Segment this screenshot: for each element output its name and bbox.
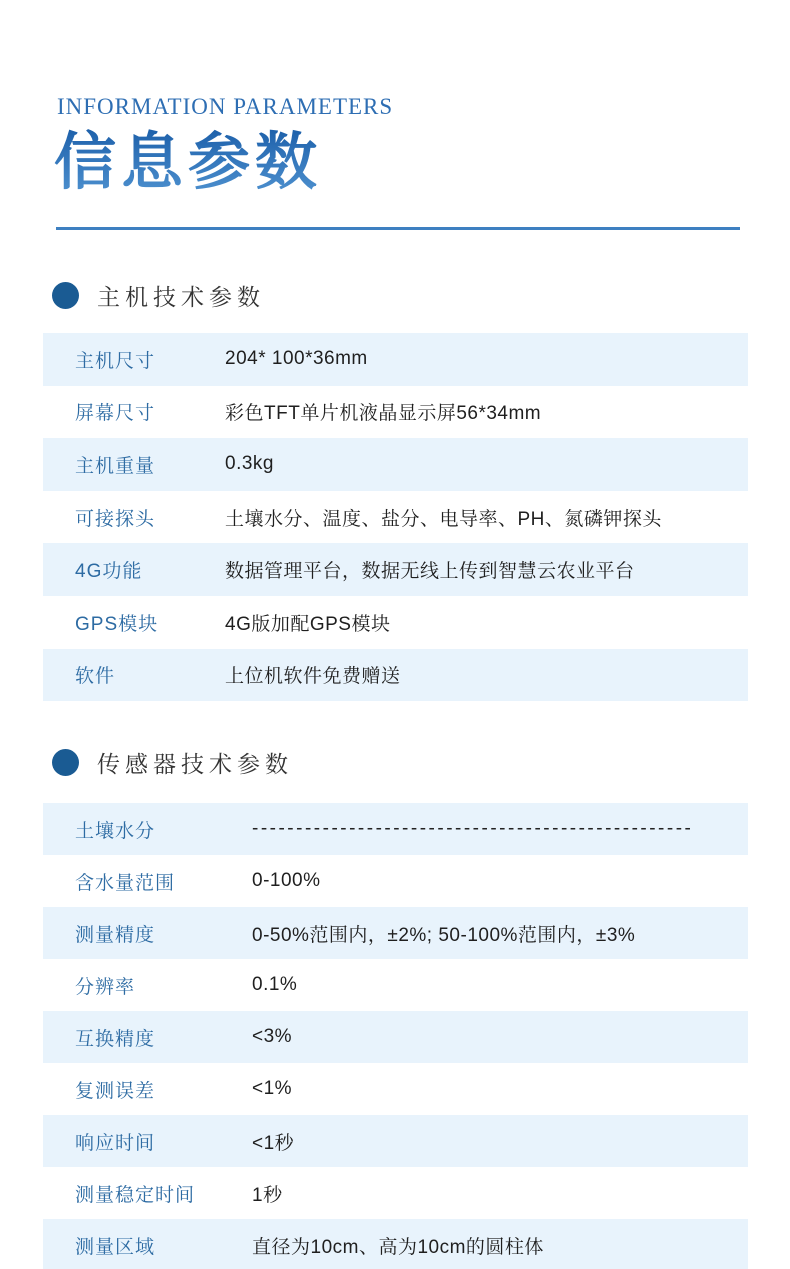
table-row xyxy=(43,803,748,855)
spec-value: <1% xyxy=(252,1078,293,1099)
spec-label: 4G功能 xyxy=(75,561,143,583)
table-row xyxy=(43,907,748,959)
table-row xyxy=(43,1063,748,1115)
section-header-sensor xyxy=(52,746,293,778)
spec-label: GPS模块 xyxy=(75,613,159,635)
spec-value: 4G版加配GPS模块 xyxy=(225,613,391,635)
spec-label: 主机尺寸 xyxy=(75,350,156,372)
section-title: 传感器技术参数 xyxy=(97,750,293,777)
spec-value: -------------------------------------------------- xyxy=(252,818,694,839)
spec-label: 屏幕尺寸 xyxy=(75,403,156,425)
section-bullet-icon xyxy=(52,282,79,309)
spec-value: 0.1% xyxy=(252,974,298,995)
title-divider-line xyxy=(56,227,740,230)
spec-value: 0-50%范围内，±2%; 50-100%范围内，±3% xyxy=(252,924,636,946)
spec-label: 测量精度 xyxy=(75,924,156,946)
spec-label: 软件 xyxy=(75,666,116,688)
section-header-host xyxy=(52,279,265,311)
subtitle-english: INFORMATION PARAMETERS xyxy=(57,94,394,119)
spec-label: 土壤水分 xyxy=(75,820,156,842)
spec-value: 彩色TFT单片机液晶显示屏56*34mm xyxy=(225,403,542,425)
spec-value: <3% xyxy=(252,1026,293,1047)
spec-label: 可接探头 xyxy=(75,508,156,530)
spec-value: 1秒 xyxy=(252,1184,283,1206)
table-row xyxy=(43,649,748,701)
table-row xyxy=(43,596,748,649)
spec-table-host xyxy=(43,333,748,701)
spec-label: 含水量范围 xyxy=(75,872,176,894)
spec-label: 复测误差 xyxy=(75,1080,156,1102)
spec-label: 测量稳定时间 xyxy=(75,1184,196,1206)
spec-value: 0.3kg xyxy=(225,453,274,475)
table-row xyxy=(43,1167,748,1219)
spec-label: 分辨率 xyxy=(75,976,136,998)
spec-value: 直径为10cm、高为10cm的圆柱体 xyxy=(252,1236,544,1258)
table-row xyxy=(43,959,748,1011)
table-row xyxy=(43,855,748,907)
spec-value: <1秒 xyxy=(252,1132,295,1154)
spec-value: 土壤水分、温度、盐分、电导率、PH、氮磷钾探头 xyxy=(225,508,662,530)
table-row xyxy=(43,1219,748,1269)
table-row xyxy=(43,543,748,596)
spec-value: 0-100% xyxy=(252,870,321,891)
spec-value: 204* 100*36mm xyxy=(225,348,368,370)
table-row xyxy=(43,333,748,386)
section-bullet-icon xyxy=(52,749,79,776)
spec-label: 主机重量 xyxy=(75,455,156,477)
table-row xyxy=(43,1011,748,1063)
table-row xyxy=(43,491,748,544)
spec-value: 上位机软件免费赠送 xyxy=(225,666,401,688)
spec-value: 数据管理平台，数据无线上传到智慧云农业平台 xyxy=(225,561,635,583)
page-title: 信息参数 xyxy=(54,128,323,197)
table-row xyxy=(43,386,748,439)
table-row xyxy=(43,1115,748,1167)
spec-label: 测量区域 xyxy=(75,1236,156,1258)
section-title: 主机技术参数 xyxy=(97,283,265,310)
spec-table-sensor xyxy=(43,803,748,1269)
table-row xyxy=(43,438,748,491)
spec-label: 互换精度 xyxy=(75,1028,156,1050)
spec-label: 响应时间 xyxy=(75,1132,156,1154)
